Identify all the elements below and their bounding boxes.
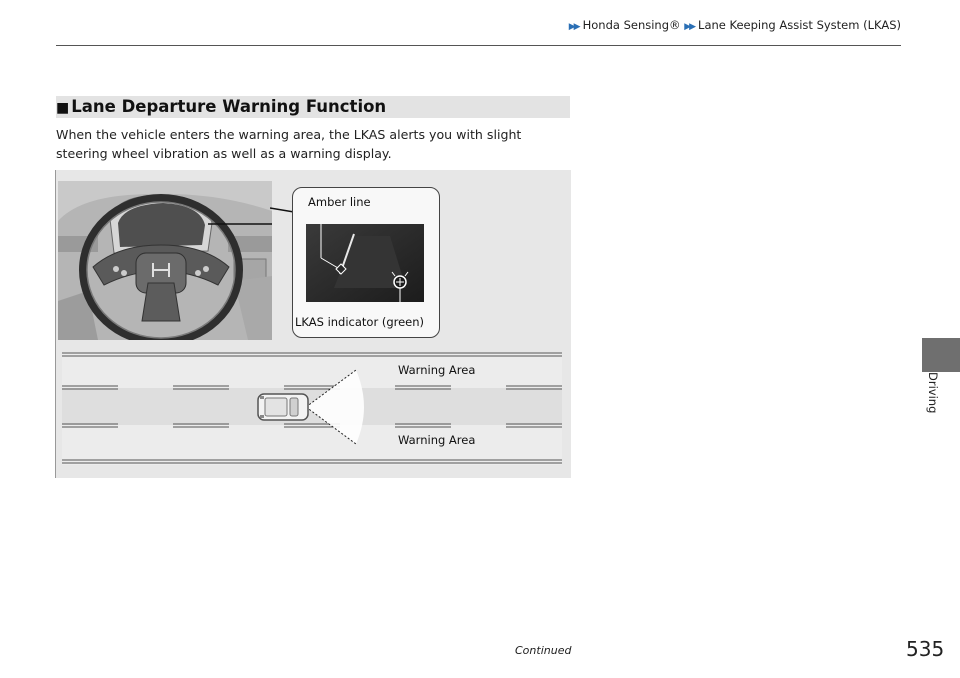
breadcrumb-item-honda-sensing[interactable]: Honda Sensing®	[582, 18, 681, 32]
breadcrumb-arrow-icon: ▶▶	[684, 22, 695, 32]
amber-line-label: Amber line	[308, 195, 371, 209]
lkas-indicator-label: LKAS indicator (green)	[295, 315, 425, 329]
section-marker-icon: ■	[56, 100, 70, 116]
steering-wheel-illustration	[58, 181, 272, 340]
instrument-callout	[292, 187, 440, 338]
warning-area-label-bottom: Warning Area	[398, 433, 476, 447]
vehicle-icon	[258, 394, 308, 420]
page-number: 535	[906, 637, 945, 661]
body-paragraph: When the vehicle enters the warning area, the LKAS alerts you with slight steering wheel vibration as well as a warning display.	[56, 127, 522, 161]
cockpit-illustration	[58, 181, 272, 340]
meter-display	[306, 224, 424, 302]
breadcrumb	[569, 18, 901, 32]
breadcrumb-item-lkas[interactable]: Lane Keeping Assist System (LKAS)	[698, 18, 901, 32]
section-header	[56, 96, 570, 118]
section-title	[56, 97, 386, 116]
chapter-tab-label: Driving	[926, 372, 940, 414]
lane-display-graphic	[306, 224, 424, 302]
lane-departure-figure	[55, 170, 571, 478]
breadcrumb-arrow-icon: ▶▶	[568, 22, 579, 32]
chapter-tab[interactable]	[922, 338, 960, 372]
section-title-text: Lane Departure Warning Function	[71, 97, 387, 116]
continued-label: Continued	[515, 644, 572, 657]
road-diagram	[62, 352, 562, 465]
header-divider	[56, 45, 901, 46]
warning-area-label-top: Warning Area	[398, 363, 476, 377]
